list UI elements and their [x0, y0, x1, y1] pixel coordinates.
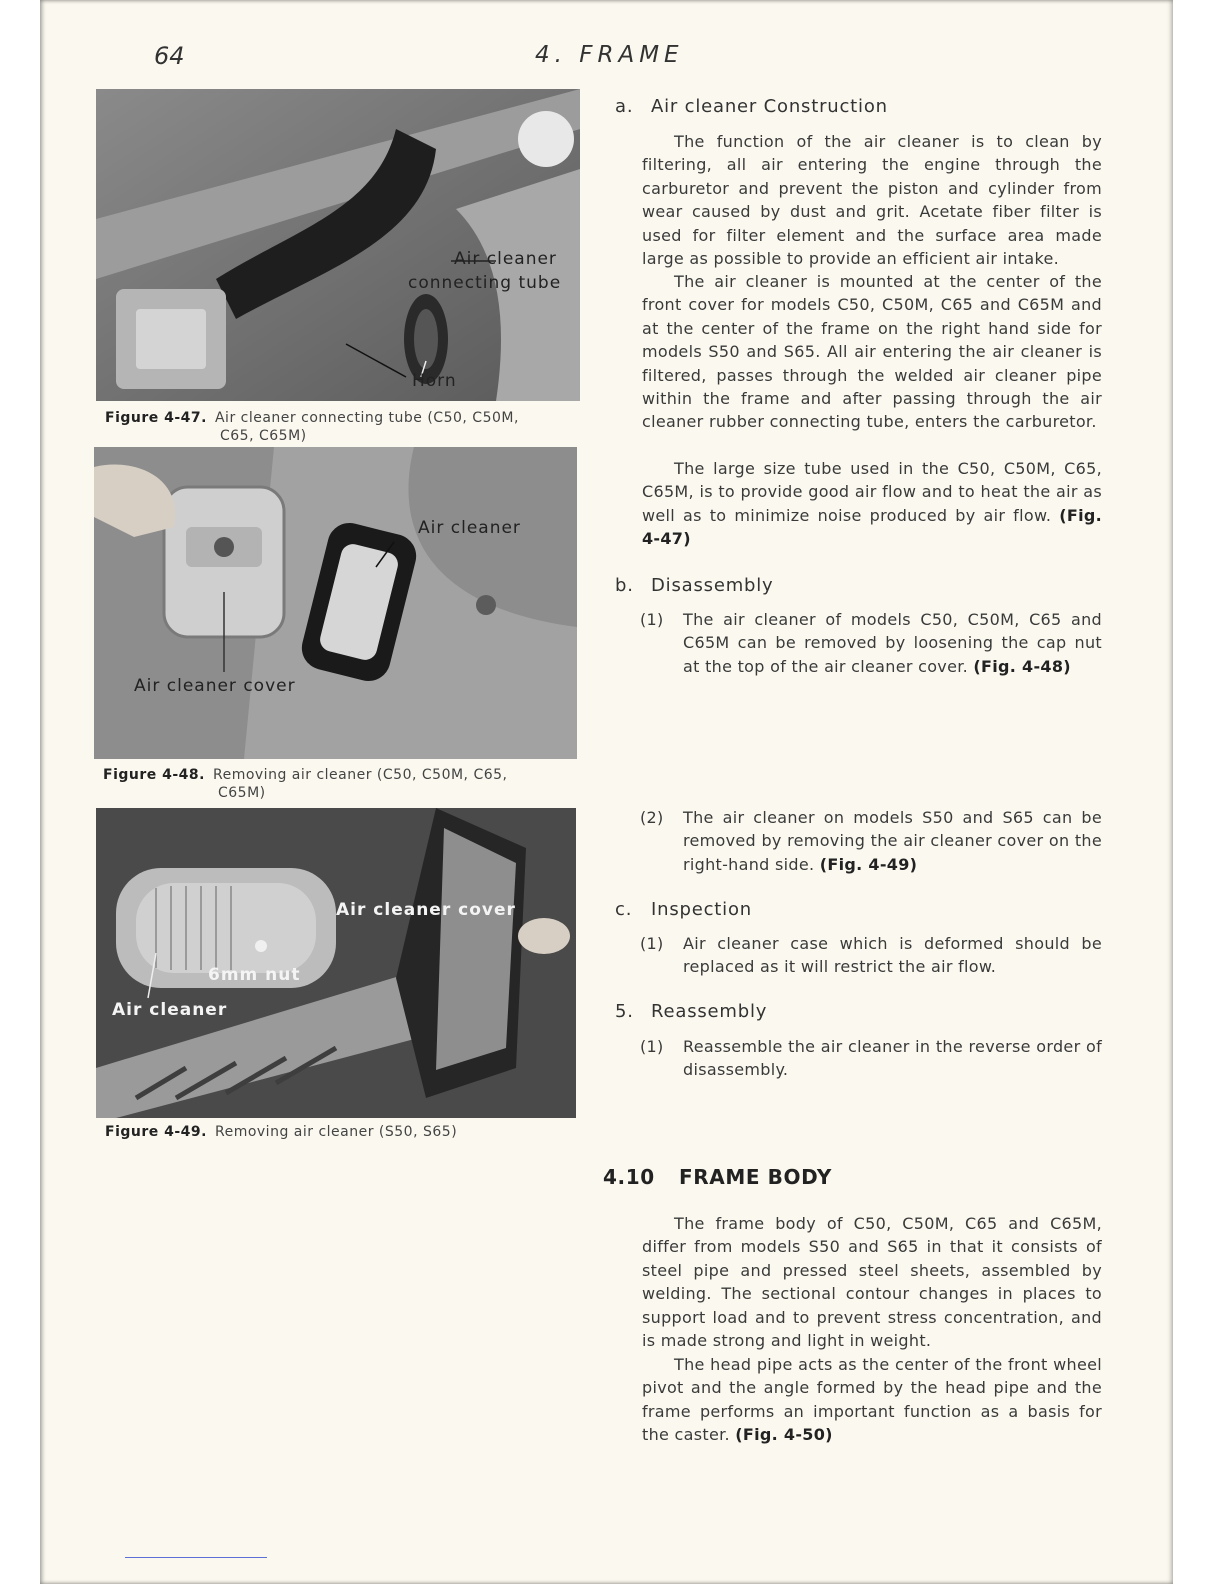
label-air-cleaner: Air cleaner [454, 249, 557, 269]
figure-reference: (Fig. 4-48) [973, 656, 1071, 676]
caption-text: Removing air cleaner (C50, C50M, C65, [212, 767, 508, 783]
page-number: 64 [154, 42, 185, 70]
heading-label: c. [615, 899, 633, 920]
caption-text-2: C65M) [218, 785, 266, 801]
heading-label: 5. [615, 1001, 634, 1022]
footer-rule [125, 1557, 267, 1558]
step-text: The air cleaner on models S50 and S65 can be removed by removing the air cleaner cover on the right-hand side. [683, 808, 1102, 874]
heading-reassembly [615, 1001, 767, 1022]
paragraph-text: The function of the air cleaner is to clean by filtering, all air entering the engine through the carburetor and prevent the piston and cylinder from wear caused by dust and grit. Acetate fiber filter is used for filter element and the surface area made large as possible to provide an efficient air intake. [642, 132, 1102, 269]
figure-4-48-caption [103, 766, 563, 802]
heading-text: Inspection [651, 899, 752, 920]
label-air-cleaner-cover: Air cleaner cover [336, 900, 516, 920]
reassembly-step-1 [640, 1035, 1102, 1082]
section-title-frame-body [603, 1165, 832, 1189]
heading-label: b. [615, 575, 634, 596]
figure-4-49-photo [96, 808, 576, 1118]
label-connecting-tube: connecting tube [408, 273, 562, 293]
heading-text: Disassembly [651, 575, 774, 596]
section-number: 4.10 [603, 1165, 655, 1189]
caption-text: Removing air cleaner (S50, S65) [214, 1124, 458, 1140]
label-6mm-nut: 6mm nut [208, 965, 301, 985]
disassembly-step-1 [640, 608, 1102, 678]
disassembly-step-2 [640, 806, 1102, 876]
figure-4-47-photo [96, 89, 580, 401]
heading-inspection [615, 899, 752, 920]
step-number: (2) [640, 808, 664, 827]
paragraph-head-pipe [642, 1353, 1102, 1447]
label-air-cleaner: Air cleaner [112, 1000, 228, 1020]
paragraph-frame-body [642, 1212, 1102, 1352]
figure-4-47-caption [105, 409, 565, 445]
caption-text-2: C65, C65M) [220, 428, 307, 444]
step-text: Reassemble the air cleaner in the reverse order of disassembly. [683, 1037, 1102, 1080]
label-air-cleaner: Air cleaner [418, 518, 521, 538]
heading-text: Air cleaner Construction [651, 96, 888, 117]
figure-reference: (Fig. 4-49) [819, 854, 918, 874]
figure-label: Figure 4-49. [105, 1124, 207, 1140]
paragraph-text: The air cleaner is mounted at the center of the front cover for models C50, C50M, C65 and C65M and at the center of the frame on the right hand side for models S50 and S65. All air entering the air cleaner is filtered, passes through the welded air cleaner pipe within the frame and after passing through the air cleaner rubber connecting tube, enters the carburetor. [642, 272, 1102, 432]
figure-label: Figure 4-47. [105, 410, 207, 426]
paragraph-large-tube [642, 457, 1102, 551]
step-number: (1) [640, 1037, 664, 1056]
section-title-text: FRAME BODY [679, 1165, 832, 1189]
step-number: (1) [640, 934, 664, 953]
paragraph-function [642, 130, 1102, 270]
label-air-cleaner-cover: Air cleaner cover [134, 676, 296, 696]
figure-reference: (Fig. 4-47) [642, 505, 1103, 549]
caption-text: Air cleaner connecting tube (C50, C50M, [214, 410, 519, 426]
figure-reference: (Fig. 4-50) [735, 1425, 833, 1445]
figure-4-48-photo [94, 447, 577, 759]
label-horn: Horn [412, 371, 457, 391]
paragraph-text: The head pipe acts as the center of the front wheel pivot and the angle formed by the head pipe and the frame performs an important function as a basis for the caster. [642, 1355, 1102, 1445]
paragraph-mounting [642, 270, 1102, 434]
heading-air-cleaner-construction [615, 96, 888, 117]
step-text: The air cleaner of models C50, C50M, C65 and C65M can be removed by loosening the cap nut at the top of the air cleaner cover. [683, 610, 1102, 676]
step-text: Air cleaner case which is deformed should be replaced as it will restrict the air flow. [683, 934, 1102, 977]
chapter-title: 4. FRAME [535, 42, 684, 68]
paragraph-text: The large size tube used in the C50, C50M, C65, C65M, is to provide good air flow and to heat the air as well as to minimize noise produced by air flow. [642, 459, 1102, 525]
paragraph-text: The frame body of C50, C50M, C65 and C65M, differ from models S50 and S65 in that it consists of steel pipe and pressed steel sheets, assembled by welding. The sectional contour changes in places to support load and to prevent stress concentration, and is made strong and light in weight. [642, 1214, 1102, 1351]
heading-text: Reassembly [651, 1001, 768, 1022]
step-number: (1) [640, 610, 664, 629]
heading-disassembly [615, 575, 774, 596]
figure-4-49-caption [105, 1123, 565, 1141]
heading-label: a. [615, 96, 634, 117]
figure-label: Figure 4-48. [103, 767, 205, 783]
inspection-step-1 [640, 932, 1102, 979]
